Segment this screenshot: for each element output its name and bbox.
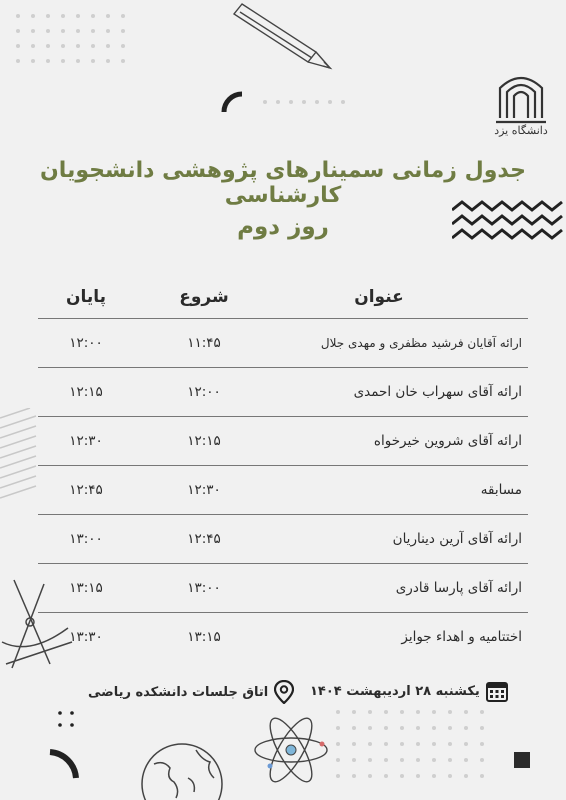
row-start-time: ۱۱:۴۵: [187, 335, 221, 351]
event-date: [310, 680, 508, 702]
arc-decoration-bottom: [46, 744, 86, 784]
row-end-time: ۱۲:۳۰: [69, 433, 103, 449]
table-header: [38, 276, 528, 318]
dot-grid-decoration-topleft: [8, 6, 138, 76]
column-header-end: پایان: [65, 287, 107, 307]
table-row: [38, 514, 528, 563]
dot-grid-decoration-bottomright: [330, 704, 490, 800]
row-title: ارائه آقای آرین دیناریان: [392, 531, 522, 547]
page-subtitle: روز دوم: [237, 214, 329, 240]
table-row: [38, 416, 528, 465]
table-row: [38, 563, 528, 612]
row-title: مسابقه: [480, 482, 522, 498]
row-start-time: ۱۳:۰۰: [187, 580, 221, 596]
zigzag-decoration: [452, 200, 566, 248]
row-end-time: ۱۳:۳۰: [69, 629, 103, 645]
row-end-time: ۱۲:۱۵: [69, 384, 103, 400]
row-title: ارائه آقای شروین خیرخواه: [373, 433, 522, 449]
row-start-time: ۱۳:۱۵: [187, 629, 221, 645]
schedule-table: [38, 276, 528, 661]
arc-decoration-top: [218, 88, 248, 118]
row-start-time: ۱۲:۰۰: [187, 384, 221, 400]
compass-icon: [0, 572, 80, 682]
table-row: [38, 318, 528, 367]
table-row: [38, 465, 528, 514]
event-date-text: یکشنبه ۲۸ اردیبهشت ۱۴۰۴: [310, 683, 480, 699]
row-title: ارائه آقای پارسا قادری: [395, 580, 522, 596]
table-row: [38, 367, 528, 416]
column-header-title: عنوان: [354, 287, 404, 307]
event-location-text: اتاق جلسات دانشکده ریاضی: [88, 684, 269, 700]
pencil-icon: [228, 0, 340, 72]
event-location: [88, 680, 294, 704]
row-title: اختتامیه و اهداء جوایز: [401, 629, 522, 645]
column-header-start: شروع: [179, 287, 229, 307]
row-start-time: ۱۲:۳۰: [187, 482, 221, 498]
atom-icon: [250, 708, 332, 792]
row-end-time: ۱۲:۴۵: [69, 482, 103, 498]
row-end-time: ۱۳:۱۵: [69, 580, 103, 596]
row-start-time: ۱۲:۱۵: [187, 433, 221, 449]
calendar-icon: [486, 680, 508, 702]
dot-grid-decoration-bottomleft: [54, 708, 84, 730]
row-title: ارائه آقایان فرشید مظفری و مهدی جلال: [320, 336, 522, 350]
row-start-time: ۱۲:۴۵: [187, 531, 221, 547]
table-row: [38, 612, 528, 661]
hatch-decoration-left: [0, 408, 40, 504]
dot-row-decoration-top: [260, 96, 350, 108]
row-title: ارائه آقای سهراب خان احمدی: [353, 384, 522, 400]
university-logo-text: دانشگاه یزد: [494, 124, 548, 137]
square-decoration: [514, 752, 530, 768]
page-title: جدول زمانی سمینارهای پژوهشی دانشجویان کارشناسی: [40, 158, 526, 208]
globe-icon: [140, 738, 224, 800]
location-pin-icon: [274, 680, 294, 704]
row-end-time: ۱۳:۰۰: [69, 531, 103, 547]
row-end-time: ۱۲:۰۰: [69, 335, 103, 351]
